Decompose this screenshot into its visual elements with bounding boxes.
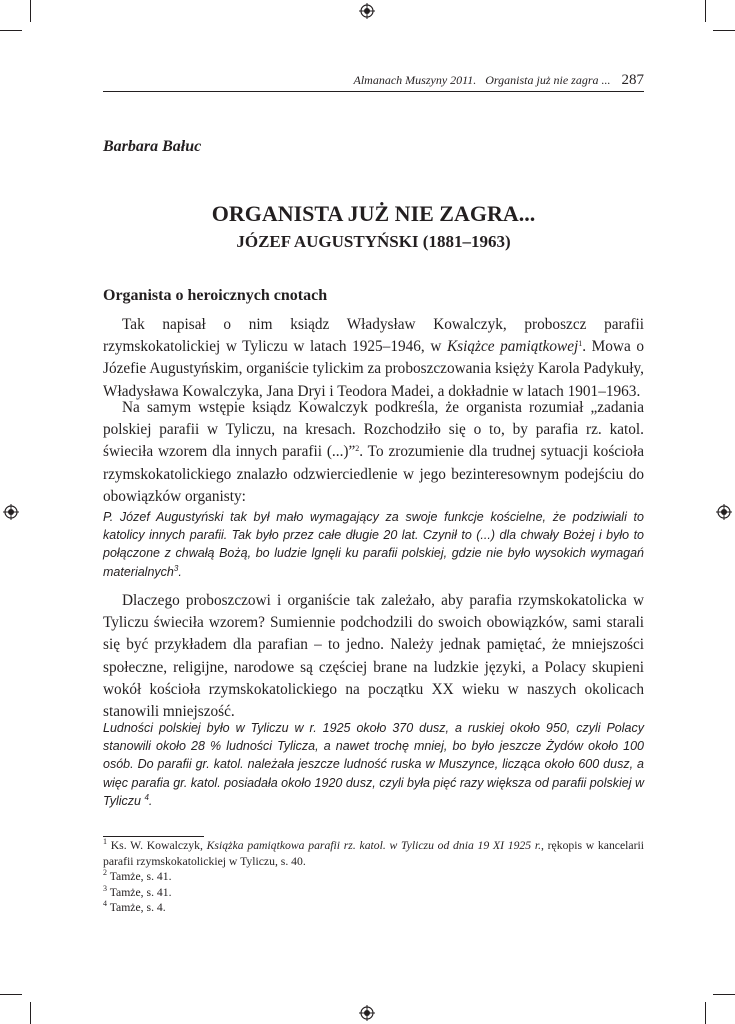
registration-mark-icon	[3, 504, 19, 520]
footnote-book-title: Książka pamiątkowa parafii rz. katol. w Tyliczu od dnia 19 XI 1925 r.	[206, 839, 541, 852]
block-quote-1	[103, 508, 644, 581]
crop-mark	[713, 30, 735, 31]
footnote	[103, 838, 644, 869]
quote-end: .	[148, 793, 153, 808]
quote-text: P. Józef Augustyński tak był mało wymagający za swoje funkcje kościelne, że podziwiali to katolicy innych parafii. Tak było przez całe długie 20 lat. Czynił to (...) dla chwały Bożej i było to połączone z chwałą Bożą, bo ludzie lgnęli ku parafii polskiej, gdzie nie było wysokich wymagań materialnych	[103, 510, 644, 579]
footnote-rule	[103, 836, 204, 837]
crop-mark	[705, 0, 706, 22]
footnote	[103, 900, 644, 916]
paragraph-2	[103, 397, 644, 508]
crop-mark	[30, 1002, 31, 1024]
footnote	[103, 885, 644, 901]
registration-mark-icon	[359, 1005, 375, 1021]
footnote-text: , rękopis w kancelarii parafii rzymskokatolickiej w Tyliczu, s. 40.	[103, 839, 645, 868]
running-header	[103, 72, 644, 88]
footnote-text: Tamże, s. 41.	[107, 870, 172, 883]
crop-mark	[0, 30, 22, 31]
header-rule	[103, 91, 644, 92]
footnote-number: 4	[103, 899, 107, 908]
author-name: Barbara Bałuc	[103, 138, 202, 155]
paragraph-1	[103, 314, 644, 403]
journal-name: Almanach Muszyny 2011.	[353, 73, 477, 87]
footnote-ref: 3	[173, 563, 179, 573]
article-title: ORGANISTA JUŻ NIE ZAGRA...	[211, 201, 536, 226]
footnote-ref: 4	[144, 792, 149, 802]
paragraph-text: Na samym wstępie ksiądz Kowalczyk podkreśla, że organista rozumiał „zadania polskiej parafii w Tyliczu, na kresach. Rozchodziło się o to, by parafia rz. katol. świeciła wzorem dla innych parafii (...)”	[103, 399, 644, 461]
article-subtitle: JÓZEF AUGUSTYŃSKI (1881–1963)	[236, 232, 511, 251]
registration-mark-icon	[359, 3, 375, 19]
paragraph-text: . Mowa o Józefie Augustyńskim, organiście tylickim za proboszczowania księży Karola Padykuły, Władysława Kowalczyka, Jana Dryi i Teodora Madei, a dokładnie w latach 1901–1963.	[103, 338, 644, 400]
footnotes	[103, 838, 644, 916]
page-number: 287	[621, 72, 644, 88]
registration-mark-icon	[716, 504, 732, 520]
quote-text: Ludności polskiej było w Tyliczu w r. 1925 około 370 dusz, a ruskiej około 950, czyli Polacy stanowili około 28 % ludności Tylicza, a nawet trochę mniej, bo było jeszcze Żydów około 100 osób. Do parafii gr. katol. należała jeszcze ludność ruska w Muszynce, licząca około 600 dusz, a więc parafia gr. katol. posiadała około 1920 dusz, czyli była pięć razy większa od parafii polskiej w Tyliczu	[103, 721, 644, 808]
crop-mark	[713, 994, 735, 995]
crop-mark	[0, 994, 22, 995]
block-quote-2	[103, 719, 644, 810]
running-title: Organista już nie zagra ...	[485, 73, 611, 87]
footnote-number: 3	[103, 883, 107, 893]
book-title: Książce pamiątkowej	[446, 338, 579, 356]
footnote	[103, 869, 644, 885]
crop-mark	[705, 1002, 706, 1024]
footnote-text: Tamże, s. 41.	[107, 885, 172, 899]
quote-end: .	[178, 564, 182, 579]
paragraph-text: . To zrozumienie dla trudnej sytuacji kościoła rzymskokatolickiego znalazło odzwierciedlenie w jego bezinteresownym podejściu do obowiązków organisty:	[103, 443, 644, 505]
footnote-ref: 2	[355, 444, 360, 454]
crop-mark	[30, 0, 31, 22]
paragraph-3: Dlaczego proboszczowi i organiście tak zależało, aby parafia rzymskokatolicka w Tyliczu świeciła wzorem? Sumiennie podchodzili do swoich obowiązków, sami starali się być przykładem dla parafian – to jedno. Należy jednak pamiętać, że mniejszości społeczne, religijne, narodowe są częściej brane na ludzkie języki, a Polacy skupieni wokół kościoła rzymskokatolickiego na początku XX wieku w naszych okolicach stanowili mniejszość.	[103, 592, 644, 721]
paragraph-text: Tak napisał o nim ksiądz Władysław Kowalczyk, proboszcz parafii rzymskokatolickiej w Tyliczu w latach 1925–1946, w	[103, 316, 644, 356]
footnote-text: Ks. W. Kowalczyk,	[107, 839, 207, 852]
footnote-text: Tamże, s. 4.	[107, 901, 166, 914]
section-heading: Organista o heroicznych cnotach	[103, 287, 328, 304]
footnote-ref: 1	[578, 339, 583, 349]
footnote-number: 1	[103, 837, 107, 846]
footnote-number: 2	[103, 868, 107, 877]
